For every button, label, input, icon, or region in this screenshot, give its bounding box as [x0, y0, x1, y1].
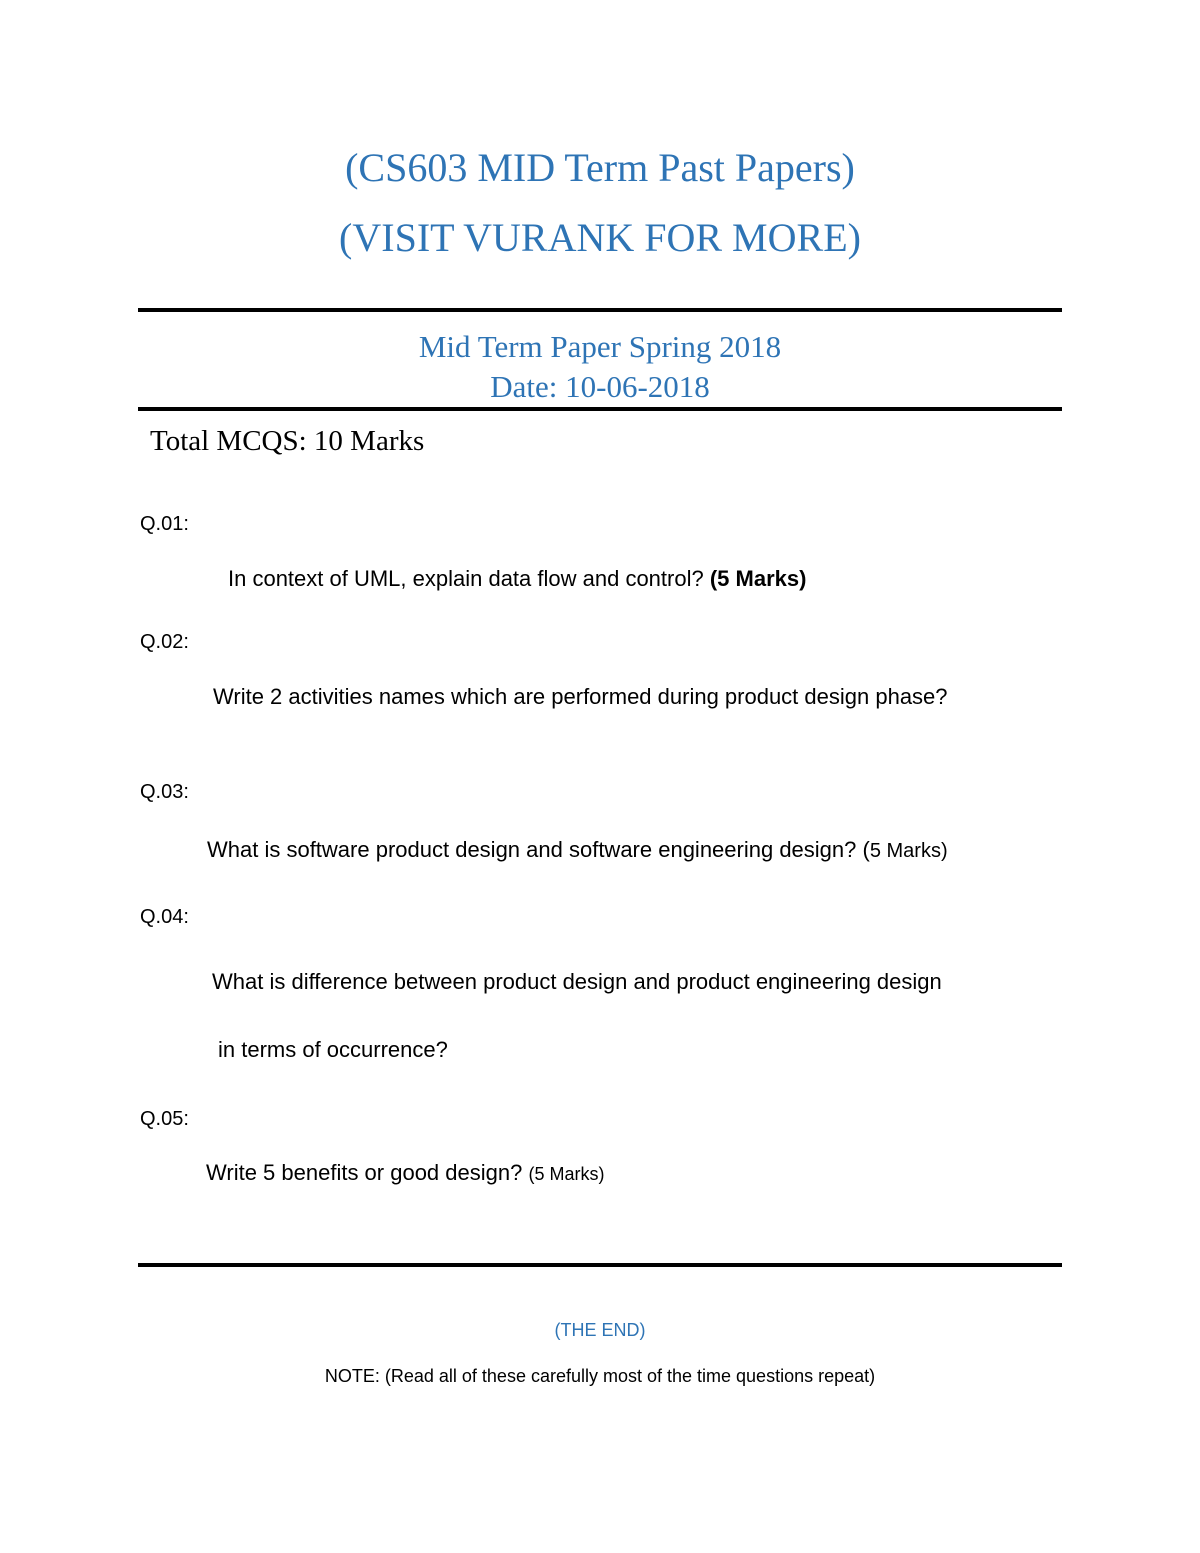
question-text-line1: What is difference between product design and product engineering design: [212, 969, 942, 994]
question-body: In context of UML, explain data flow and control?: [228, 566, 710, 591]
question-label: Q.01:: [140, 513, 189, 535]
question-marks: (5 Marks): [709, 566, 807, 591]
the-end-label: (THE END): [554, 1320, 646, 1340]
question-text-line2: in terms of occurrence?: [218, 1037, 448, 1062]
question-text: Write 2 activities names which are performed during product design phase?: [213, 684, 948, 709]
footer-note: [0, 1363, 1200, 1389]
total-mcqs: Total MCQS: 10 Marks: [150, 425, 425, 457]
top-divider: [138, 308, 1062, 312]
document-subtitle-visit: (VISIT VURANK FOR MORE): [339, 215, 861, 260]
question-label: Q.05:: [140, 1108, 189, 1130]
question-text: [228, 564, 806, 594]
paper-date: Date: 10-06-2018: [490, 369, 710, 404]
question-body: What is software product design and software engineering design?: [207, 837, 863, 862]
note-text: (Read all of these carefully most of the time questions repeat): [379, 1366, 876, 1386]
question-marks-open: (: [862, 837, 870, 862]
question-text: [207, 835, 948, 866]
note-label: NOTE:: [324, 1366, 380, 1386]
question-body: Write 5 benefits or good design?: [206, 1160, 529, 1185]
question-label: Q.04:: [140, 906, 189, 928]
document-title: (CS603 MID Term Past Papers): [345, 145, 855, 190]
question-text: [206, 1158, 604, 1189]
paper-session: Mid Term Paper Spring 2018: [418, 329, 782, 364]
question-marks: (5 Marks): [528, 1164, 605, 1184]
bottom-divider: [138, 1263, 1062, 1267]
question-label: Q.03:: [140, 781, 189, 803]
question-marks: 5 Marks): [869, 840, 948, 862]
question-label: Q.02:: [140, 631, 189, 653]
header-bottom-divider: [138, 407, 1062, 411]
